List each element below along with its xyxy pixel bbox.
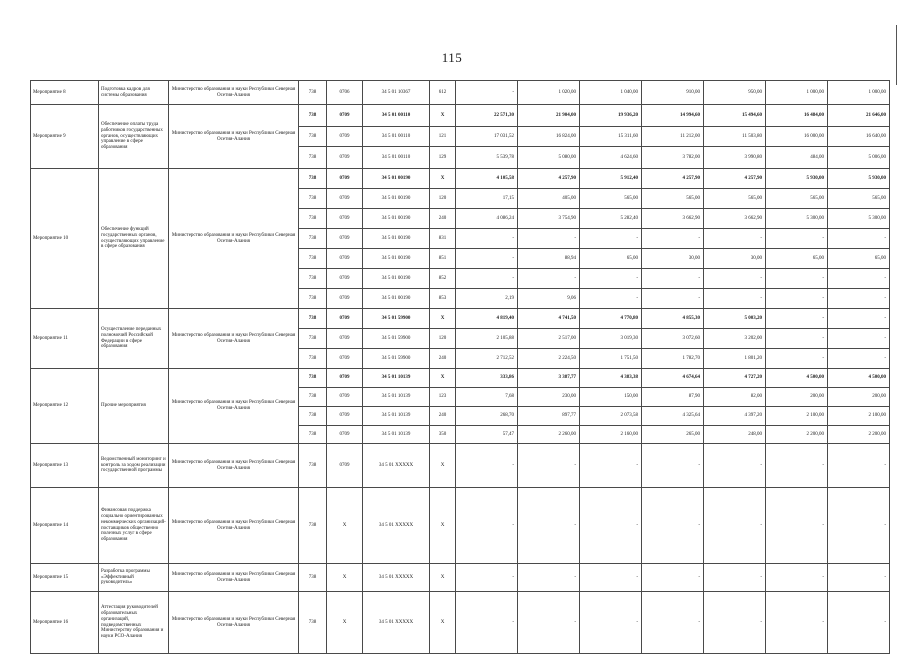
- expense-type-cell: 240: [430, 349, 456, 369]
- amount-cell: -: [580, 488, 642, 564]
- amount-cell: 230,00: [518, 388, 580, 407]
- section-code-cell: 0709: [327, 229, 363, 249]
- grbs-code-cell: 738: [299, 349, 327, 369]
- measure-name-cell: Мероприятие 9: [31, 105, 99, 169]
- amount-cell: 4 674,64: [642, 369, 704, 388]
- amount-cell: 2 100,00: [766, 407, 828, 426]
- table-row: [31, 369, 890, 388]
- amount-cell: -: [766, 592, 828, 654]
- amount-cell: -: [642, 289, 704, 309]
- target-article-cell: 34 5 01 XXXXX: [363, 564, 430, 592]
- section-code-cell: 0709: [327, 388, 363, 407]
- amount-cell: 950,00: [704, 81, 766, 105]
- section-code-cell: 0709: [327, 369, 363, 388]
- grbs-code-cell: 738: [299, 127, 327, 147]
- amount-cell: -: [766, 229, 828, 249]
- amount-cell: 5 300,00: [766, 209, 828, 229]
- section-code-cell: 0709: [327, 426, 363, 444]
- table-row: [31, 169, 890, 189]
- amount-cell: -: [518, 488, 580, 564]
- section-code-cell: 0709: [327, 105, 363, 127]
- measure-description-cell: Ведомственный мониторинг и контроль за ходом реализации государственной программы: [99, 444, 169, 488]
- amount-cell: 15 311,60: [580, 127, 642, 147]
- measure-name-cell: Мероприятие 15: [31, 564, 99, 592]
- measure-description-cell: Аттестация руководителей образовательных организаций, подведомственных Министерству образования и науки РСО-Алания: [99, 592, 169, 654]
- amount-cell: 5 912,40: [580, 169, 642, 189]
- amount-cell: -: [580, 564, 642, 592]
- amount-cell: 565,00: [642, 189, 704, 209]
- section-code-cell: X: [327, 592, 363, 654]
- expense-type-cell: 831: [430, 229, 456, 249]
- page-number: 115: [441, 50, 463, 65]
- amount-cell: 65,00: [766, 249, 828, 269]
- expense-type-cell: X: [430, 592, 456, 654]
- section-code-cell: 0709: [327, 329, 363, 349]
- grbs-code-cell: 738: [299, 81, 327, 105]
- amount-cell: 2 224,50: [518, 349, 580, 369]
- amount-cell: 5 282,40: [580, 209, 642, 229]
- amount-cell: -: [456, 488, 518, 564]
- amount-cell: 150,00: [580, 388, 642, 407]
- amount-cell: 4 741,50: [518, 309, 580, 329]
- amount-cell: 16 000,00: [766, 127, 828, 147]
- amount-cell: 17,15: [456, 189, 518, 209]
- measure-name-cell: Мероприятие 8: [31, 81, 99, 105]
- amount-cell: -: [766, 444, 828, 488]
- grbs-code-cell: 738: [299, 105, 327, 127]
- amount-cell: 4 383,38: [580, 369, 642, 388]
- amount-cell: 3 387,77: [518, 369, 580, 388]
- amount-cell: 15 494,60: [704, 105, 766, 127]
- target-article-cell: 34 5 01 00190: [363, 289, 430, 309]
- table-row: [31, 592, 890, 654]
- section-code-cell: 0709: [327, 407, 363, 426]
- amount-cell: 4 770,80: [580, 309, 642, 329]
- target-article-cell: 34 5 01 00190: [363, 229, 430, 249]
- table-row: [31, 564, 890, 592]
- amount-cell: 19 936,20: [580, 105, 642, 127]
- amount-cell: -: [704, 229, 766, 249]
- amount-cell: 4 257,90: [704, 169, 766, 189]
- amount-cell: 4 500,00: [766, 369, 828, 388]
- amount-cell: 1 020,00: [518, 81, 580, 105]
- amount-cell: -: [580, 592, 642, 654]
- grbs-code-cell: 738: [299, 592, 327, 654]
- amount-cell: -: [766, 289, 828, 309]
- responsible-org-cell: Министерство образования и науки Республики Северная Осетия-Алания: [169, 309, 299, 369]
- amount-cell: 11 503,80: [704, 127, 766, 147]
- expense-type-cell: 240: [430, 209, 456, 229]
- amount-cell: -: [766, 349, 828, 369]
- amount-cell: 4 257,90: [518, 169, 580, 189]
- grbs-code-cell: 738: [299, 309, 327, 329]
- amount-cell: 5 003,20: [704, 309, 766, 329]
- measure-description-cell: Подготовка кадров для системы образования: [99, 81, 169, 105]
- grbs-code-cell: 738: [299, 289, 327, 309]
- amount-cell: -: [828, 349, 890, 369]
- amount-cell: -: [766, 564, 828, 592]
- amount-cell: 4 086,24: [456, 209, 518, 229]
- expense-type-cell: 120: [430, 329, 456, 349]
- measure-description-cell: Обеспечение оплаты труда работников государственных органов, осуществляющих управление в сфере образования: [99, 105, 169, 169]
- measure-description-cell: Прочие мероприятия: [99, 369, 169, 444]
- target-article-cell: 34 5 01 00190: [363, 249, 430, 269]
- amount-cell: -: [518, 564, 580, 592]
- amount-cell: -: [642, 229, 704, 249]
- amount-cell: -: [828, 269, 890, 289]
- amount-cell: -: [456, 444, 518, 488]
- amount-cell: 21 904,00: [518, 105, 580, 127]
- expense-type-cell: X: [430, 105, 456, 127]
- expense-type-cell: 851: [430, 249, 456, 269]
- amount-cell: 897,77: [518, 407, 580, 426]
- responsible-org-cell: Министерство образования и науки Республики Северная Осетия-Алания: [169, 81, 299, 105]
- amount-cell: 4 105,58: [456, 169, 518, 189]
- amount-cell: 5 080,00: [518, 147, 580, 169]
- amount-cell: -: [456, 81, 518, 105]
- amount-cell: -: [518, 592, 580, 654]
- amount-cell: 200,00: [828, 388, 890, 407]
- expense-type-cell: 240: [430, 407, 456, 426]
- responsible-org-cell: Министерство образования и науки Республики Северная Осетия-Алания: [169, 592, 299, 654]
- target-article-cell: 34 5 01 00190: [363, 169, 430, 189]
- amount-cell: 200,00: [766, 388, 828, 407]
- amount-cell: 405,00: [518, 189, 580, 209]
- amount-cell: -: [828, 592, 890, 654]
- amount-cell: 5 539,78: [456, 147, 518, 169]
- amount-cell: -: [642, 444, 704, 488]
- measure-description-cell: Осуществление переданных полномочий Российской Федерации в сфере образования: [99, 309, 169, 369]
- margin-rule: [896, 25, 897, 85]
- expense-type-cell: 121: [430, 127, 456, 147]
- amount-cell: 565,00: [580, 189, 642, 209]
- section-code-cell: 0706: [327, 81, 363, 105]
- amount-cell: 9,06: [518, 289, 580, 309]
- section-code-cell: 0709: [327, 349, 363, 369]
- target-article-cell: 34 5 01 10139: [363, 407, 430, 426]
- amount-cell: 5 006,00: [828, 147, 890, 169]
- table-row: [31, 81, 890, 105]
- amount-cell: 4 500,00: [828, 369, 890, 388]
- measure-name-cell: Мероприятие 12: [31, 369, 99, 444]
- amount-cell: -: [766, 488, 828, 564]
- amount-cell: 565,00: [766, 189, 828, 209]
- amount-cell: 65,00: [580, 249, 642, 269]
- amount-cell: -: [518, 269, 580, 289]
- target-article-cell: 34 5 01 59900: [363, 349, 430, 369]
- expense-type-cell: 852: [430, 269, 456, 289]
- amount-cell: -: [456, 564, 518, 592]
- section-code-cell: 0709: [327, 169, 363, 189]
- amount-cell: -: [456, 249, 518, 269]
- grbs-code-cell: 738: [299, 369, 327, 388]
- amount-cell: 248,00: [704, 426, 766, 444]
- amount-cell: -: [828, 309, 890, 329]
- target-article-cell: 34 5 01 10139: [363, 388, 430, 407]
- amount-cell: 3 019,30: [580, 329, 642, 349]
- amount-cell: -: [766, 329, 828, 349]
- grbs-code-cell: 738: [299, 169, 327, 189]
- expense-type-cell: 120: [430, 189, 456, 209]
- amount-cell: -: [518, 444, 580, 488]
- amount-cell: 3 072,60: [642, 329, 704, 349]
- amount-cell: -: [580, 289, 642, 309]
- section-code-cell: 0709: [327, 289, 363, 309]
- budget-table: [30, 80, 890, 654]
- target-article-cell: 34 5 01 59900: [363, 309, 430, 329]
- amount-cell: 14 994,60: [642, 105, 704, 127]
- target-article-cell: 34 5 01 00110: [363, 147, 430, 169]
- amount-cell: 11 212,00: [642, 127, 704, 147]
- target-article-cell: 34 5 01 00110: [363, 127, 430, 147]
- section-code-cell: X: [327, 488, 363, 564]
- amount-cell: 565,00: [828, 189, 890, 209]
- amount-cell: -: [704, 488, 766, 564]
- amount-cell: 3 662,90: [704, 209, 766, 229]
- amount-cell: 30,00: [642, 249, 704, 269]
- table-row: [31, 309, 890, 329]
- amount-cell: 5 930,00: [766, 169, 828, 189]
- amount-cell: -: [704, 289, 766, 309]
- responsible-org-cell: Министерство образования и науки Республики Северная Осетия-Алания: [169, 488, 299, 564]
- amount-cell: 2 105,88: [456, 329, 518, 349]
- measure-name-cell: Мероприятие 10: [31, 169, 99, 309]
- amount-cell: 268,70: [456, 407, 518, 426]
- amount-cell: -: [704, 592, 766, 654]
- amount-cell: 3 782,00: [642, 147, 704, 169]
- amount-cell: -: [828, 229, 890, 249]
- amount-cell: 1 000,00: [828, 81, 890, 105]
- measure-name-cell: Мероприятие 16: [31, 592, 99, 654]
- amount-cell: -: [580, 229, 642, 249]
- amount-cell: -: [518, 229, 580, 249]
- target-article-cell: 34 5 01 00110: [363, 105, 430, 127]
- amount-cell: 4 727,20: [704, 369, 766, 388]
- target-article-cell: 34 5 01 10139: [363, 426, 430, 444]
- section-code-cell: X: [327, 564, 363, 592]
- measure-description-cell: Финансовая поддержка социально ориентированных некоммерческих организаций-поставщиков общественно полезных услуг в сфере образования: [99, 488, 169, 564]
- amount-cell: -: [456, 592, 518, 654]
- budget-table-body: [31, 81, 890, 654]
- amount-cell: 2 712,52: [456, 349, 518, 369]
- target-article-cell: 34 5 01 XXXXX: [363, 444, 430, 488]
- amount-cell: 16 824,00: [518, 127, 580, 147]
- grbs-code-cell: 738: [299, 388, 327, 407]
- amount-cell: 21 646,00: [828, 105, 890, 127]
- amount-cell: 82,00: [704, 388, 766, 407]
- amount-cell: 1 040,00: [580, 81, 642, 105]
- amount-cell: 1 000,00: [766, 81, 828, 105]
- amount-cell: 16 484,00: [766, 105, 828, 127]
- grbs-code-cell: 738: [299, 488, 327, 564]
- amount-cell: -: [642, 592, 704, 654]
- amount-cell: -: [704, 269, 766, 289]
- grbs-code-cell: 738: [299, 229, 327, 249]
- amount-cell: 16 640,00: [828, 127, 890, 147]
- amount-cell: -: [642, 488, 704, 564]
- amount-cell: 1 751,50: [580, 349, 642, 369]
- amount-cell: 2 160,00: [580, 426, 642, 444]
- responsible-org-cell: Министерство образования и науки Республики Северная Осетия-Алания: [169, 369, 299, 444]
- amount-cell: -: [828, 289, 890, 309]
- amount-cell: 4 624,60: [580, 147, 642, 169]
- table-row: [31, 488, 890, 564]
- section-code-cell: 0709: [327, 309, 363, 329]
- expense-type-cell: 350: [430, 426, 456, 444]
- responsible-org-cell: Министерство образования и науки Республики Северная Осетия-Алания: [169, 444, 299, 488]
- section-code-cell: 0709: [327, 269, 363, 289]
- amount-cell: -: [766, 309, 828, 329]
- measure-name-cell: Мероприятие 11: [31, 309, 99, 369]
- amount-cell: -: [580, 444, 642, 488]
- amount-cell: 87,90: [642, 388, 704, 407]
- section-code-cell: 0709: [327, 444, 363, 488]
- amount-cell: 2 073,58: [580, 407, 642, 426]
- amount-cell: 5 930,00: [828, 169, 890, 189]
- expense-type-cell: X: [430, 564, 456, 592]
- grbs-code-cell: 738: [299, 147, 327, 169]
- amount-cell: 910,00: [642, 81, 704, 105]
- amount-cell: 5 300,00: [828, 209, 890, 229]
- amount-cell: 4 397,20: [704, 407, 766, 426]
- grbs-code-cell: 738: [299, 209, 327, 229]
- target-article-cell: 34 5 01 00190: [363, 189, 430, 209]
- expense-type-cell: 123: [430, 388, 456, 407]
- amount-cell: -: [704, 444, 766, 488]
- expense-type-cell: X: [430, 444, 456, 488]
- table-row: [31, 444, 890, 488]
- amount-cell: 1 782,70: [642, 349, 704, 369]
- expense-type-cell: X: [430, 369, 456, 388]
- grbs-code-cell: 738: [299, 269, 327, 289]
- amount-cell: 333,86: [456, 369, 518, 388]
- amount-cell: -: [456, 269, 518, 289]
- section-code-cell: 0709: [327, 249, 363, 269]
- grbs-code-cell: 738: [299, 444, 327, 488]
- section-code-cell: 0709: [327, 209, 363, 229]
- amount-cell: 4 257,90: [642, 169, 704, 189]
- amount-cell: -: [642, 564, 704, 592]
- target-article-cell: 34 5 01 59900: [363, 329, 430, 349]
- amount-cell: -: [580, 269, 642, 289]
- responsible-org-cell: Министерство образования и науки Республики Северная Осетия-Алания: [169, 169, 299, 309]
- section-code-cell: 0709: [327, 147, 363, 169]
- section-code-cell: 0709: [327, 189, 363, 209]
- section-code-cell: 0709: [327, 127, 363, 147]
- amount-cell: 4 819,40: [456, 309, 518, 329]
- amount-cell: 2 200,00: [766, 426, 828, 444]
- target-article-cell: 34 5 01 10367: [363, 81, 430, 105]
- amount-cell: 4 325,64: [642, 407, 704, 426]
- expense-type-cell: 129: [430, 147, 456, 169]
- responsible-org-cell: Министерство образования и науки Республики Северная Осетия-Алания: [169, 564, 299, 592]
- amount-cell: 3 662,90: [642, 209, 704, 229]
- grbs-code-cell: 738: [299, 564, 327, 592]
- amount-cell: 2 517,00: [518, 329, 580, 349]
- expense-type-cell: X: [430, 488, 456, 564]
- amount-cell: 57,47: [456, 426, 518, 444]
- amount-cell: 2 260,00: [518, 426, 580, 444]
- grbs-code-cell: 738: [299, 329, 327, 349]
- measure-name-cell: Мероприятие 13: [31, 444, 99, 488]
- target-article-cell: 34 5 01 10139: [363, 369, 430, 388]
- amount-cell: 2 100,00: [828, 407, 890, 426]
- amount-cell: -: [642, 269, 704, 289]
- measure-description-cell: Обеспечение функций государственных органов, осуществляющих управление в сфере образования: [99, 169, 169, 309]
- amount-cell: 265,00: [642, 426, 704, 444]
- amount-cell: -: [828, 488, 890, 564]
- amount-cell: 484,00: [766, 147, 828, 169]
- amount-cell: 2 200,00: [828, 426, 890, 444]
- grbs-code-cell: 738: [299, 189, 327, 209]
- amount-cell: 3 754,90: [518, 209, 580, 229]
- amount-cell: 65,00: [828, 249, 890, 269]
- amount-cell: 30,00: [704, 249, 766, 269]
- amount-cell: -: [828, 564, 890, 592]
- target-article-cell: 34 5 01 00190: [363, 209, 430, 229]
- amount-cell: 22 571,30: [456, 105, 518, 127]
- responsible-org-cell: Министерство образования и науки Республики Северная Осетия-Алания: [169, 105, 299, 169]
- target-article-cell: 34 5 01 XXXXX: [363, 592, 430, 654]
- expense-type-cell: X: [430, 309, 456, 329]
- expense-type-cell: 612: [430, 81, 456, 105]
- amount-cell: 4 855,30: [642, 309, 704, 329]
- amount-cell: -: [766, 269, 828, 289]
- amount-cell: 1 801,20: [704, 349, 766, 369]
- amount-cell: 2,19: [456, 289, 518, 309]
- measure-description-cell: Разработка программы «Эффективный руководитель»: [99, 564, 169, 592]
- measure-name-cell: Мероприятие 14: [31, 488, 99, 564]
- amount-cell: 3 990,80: [704, 147, 766, 169]
- grbs-code-cell: 738: [299, 407, 327, 426]
- grbs-code-cell: 738: [299, 426, 327, 444]
- amount-cell: 88,94: [518, 249, 580, 269]
- amount-cell: -: [456, 229, 518, 249]
- amount-cell: 7,68: [456, 388, 518, 407]
- amount-cell: -: [828, 444, 890, 488]
- amount-cell: 17 031,52: [456, 127, 518, 147]
- target-article-cell: 34 5 01 00190: [363, 269, 430, 289]
- amount-cell: -: [704, 564, 766, 592]
- target-article-cell: 34 5 01 XXXXX: [363, 488, 430, 564]
- amount-cell: 565,00: [704, 189, 766, 209]
- amount-cell: -: [828, 329, 890, 349]
- expense-type-cell: X: [430, 169, 456, 189]
- expense-type-cell: 853: [430, 289, 456, 309]
- table-row: [31, 105, 890, 127]
- amount-cell: 3 202,00: [704, 329, 766, 349]
- grbs-code-cell: 738: [299, 249, 327, 269]
